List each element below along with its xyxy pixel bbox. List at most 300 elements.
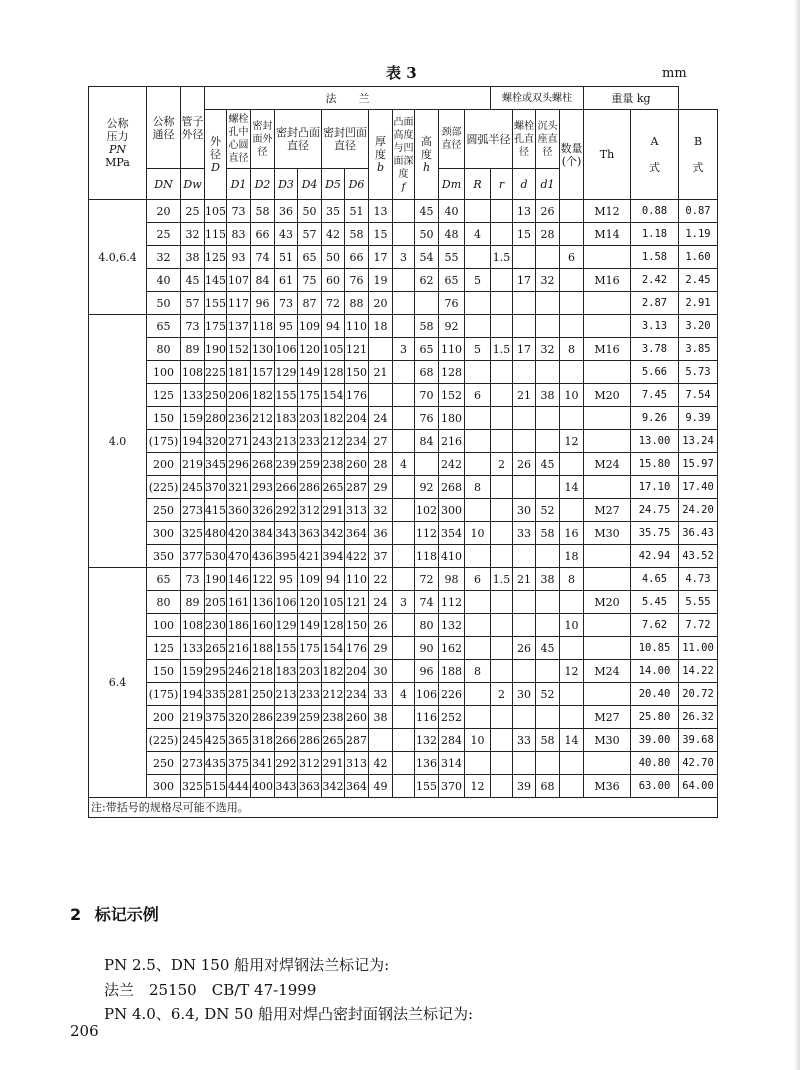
table-cell: 98	[439, 568, 465, 591]
table-cell: 318	[251, 729, 275, 752]
table-cell: 250	[147, 752, 181, 775]
table-cell: 32	[147, 246, 181, 269]
table-cell: 365	[227, 729, 251, 752]
table-cell: 5.45	[631, 591, 679, 614]
table-cell: 395	[275, 545, 298, 568]
table-cell: 20.72	[679, 683, 718, 706]
table-cell: 265	[205, 637, 227, 660]
table-cell	[491, 499, 513, 522]
table-cell	[584, 407, 631, 430]
table-cell: 321	[227, 476, 251, 499]
table-cell: 84	[251, 269, 275, 292]
header-thickness: 厚 度 b	[369, 110, 393, 200]
table-cell: 42.94	[631, 545, 679, 568]
table-cell: 325	[181, 775, 205, 798]
table-cell: 370	[439, 775, 465, 798]
table-cell	[513, 430, 536, 453]
table-row	[89, 476, 718, 499]
table-cell: 112	[439, 591, 465, 614]
table-cell	[560, 706, 584, 729]
table-cell: 3	[393, 338, 415, 361]
table-cell: 26	[369, 614, 393, 637]
table-cell	[393, 200, 415, 223]
table-cell: 354	[439, 522, 465, 545]
table-cell: 28	[369, 453, 393, 476]
table-cell: 26	[513, 453, 536, 476]
table-cell: 146	[227, 568, 251, 591]
table-cell: 10.85	[631, 637, 679, 660]
table-cell: 108	[181, 614, 205, 637]
table-cell: 88	[345, 292, 369, 315]
table-cell: 13.24	[679, 430, 718, 453]
header-R-symbol: R	[465, 169, 491, 200]
table-row	[89, 338, 718, 361]
table-cell: 515	[205, 775, 227, 798]
flange-table	[88, 86, 718, 818]
table-cell: 5.73	[679, 361, 718, 384]
table-cell: 364	[345, 775, 369, 798]
table-cell: 48	[439, 223, 465, 246]
table-row	[89, 545, 718, 568]
table-cell: M27	[584, 499, 631, 522]
table-cell: (175)	[147, 430, 181, 453]
table-cell: 30	[369, 660, 393, 683]
table-body	[89, 200, 718, 798]
table-cell: 435	[205, 752, 227, 775]
table-cell: 155	[275, 637, 298, 660]
table-cell: 45	[536, 637, 560, 660]
table-cell: 42.70	[679, 752, 718, 775]
table-cell: 183	[275, 407, 298, 430]
table-cell: 1.19	[679, 223, 718, 246]
table-cell	[560, 361, 584, 384]
table-cell: 203	[298, 660, 322, 683]
table-cell: 30	[513, 499, 536, 522]
table-cell: 58	[536, 522, 560, 545]
table-cell	[465, 453, 491, 476]
table-cell	[536, 752, 560, 775]
table-cell	[536, 476, 560, 499]
table-cell: 291	[322, 752, 345, 775]
table-cell: 2.42	[631, 269, 679, 292]
table-cell: 70	[415, 384, 439, 407]
table-cell	[491, 545, 513, 568]
table-cell	[393, 729, 415, 752]
table-cell: 300	[147, 775, 181, 798]
table-cell: 176	[345, 637, 369, 660]
table-cell	[393, 706, 415, 729]
table-cell: 363	[298, 775, 322, 798]
table-cell: 234	[345, 683, 369, 706]
table-cell	[491, 614, 513, 637]
table-cell: 242	[439, 453, 465, 476]
table-cell: 128	[322, 614, 345, 637]
table-cell: 260	[345, 706, 369, 729]
table-cell: 9.26	[631, 407, 679, 430]
table-cell	[491, 269, 513, 292]
table-cell: 74	[251, 246, 275, 269]
header-dn: 公称 通径	[147, 87, 181, 169]
table-cell: 50	[147, 292, 181, 315]
table-cell	[393, 522, 415, 545]
table-row	[89, 568, 718, 591]
table-cell: 125	[147, 384, 181, 407]
table-cell: 68	[415, 361, 439, 384]
pressure-cell: 4.0,6.4	[89, 200, 147, 315]
table-cell: 363	[298, 522, 322, 545]
table-row	[89, 499, 718, 522]
header-pipe: 管子 外径	[181, 87, 205, 169]
table-cell: 120	[298, 591, 322, 614]
table-cell: 236	[227, 407, 251, 430]
table-cell: 243	[251, 430, 275, 453]
header-d6-symbol: D6	[345, 169, 369, 200]
paragraph-3: PN 4.0、6.4, DN 50 船用对焊凸密封面钢法兰标记为:	[104, 1005, 474, 1023]
table-cell: 293	[251, 476, 275, 499]
table-cell	[369, 384, 393, 407]
table-cell: 96	[251, 292, 275, 315]
table-cell: 14.00	[631, 660, 679, 683]
table-cell: 37	[369, 545, 393, 568]
table-cell: 313	[345, 752, 369, 775]
table-cell: 250	[147, 499, 181, 522]
table-cell	[560, 407, 584, 430]
table-cell: 233	[298, 430, 322, 453]
table-cell: 182	[322, 407, 345, 430]
table-cell: 2.45	[679, 269, 718, 292]
table-cell: 17.40	[679, 476, 718, 499]
table-cell: 39.68	[679, 729, 718, 752]
table-cell	[393, 407, 415, 430]
table-cell: 93	[227, 246, 251, 269]
table-cell	[560, 637, 584, 660]
table-cell: 13.00	[631, 430, 679, 453]
table-cell: 21	[369, 361, 393, 384]
table-cell: 7.72	[679, 614, 718, 637]
table-cell: 271	[227, 430, 251, 453]
table-cell: 66	[251, 223, 275, 246]
table-cell: 314	[439, 752, 465, 775]
table-cell: 213	[275, 683, 298, 706]
table-cell: 109	[298, 568, 322, 591]
table-cell: 320	[227, 706, 251, 729]
table-cell: 4.73	[679, 568, 718, 591]
table-cell: 149	[298, 614, 322, 637]
table-cell	[584, 545, 631, 568]
table-cell: 325	[181, 522, 205, 545]
table-cell: 24.75	[631, 499, 679, 522]
table-cell	[560, 453, 584, 476]
table-cell: 26	[536, 200, 560, 223]
table-cell	[584, 361, 631, 384]
table-cell: 35.75	[631, 522, 679, 545]
table-caption: 表 3	[386, 64, 417, 82]
table-cell: 335	[205, 683, 227, 706]
table-row	[89, 522, 718, 545]
table-cell	[584, 752, 631, 775]
table-cell: 425	[205, 729, 227, 752]
table-cell	[513, 315, 536, 338]
table-row	[89, 453, 718, 476]
table-cell: 33	[513, 522, 536, 545]
table-cell	[491, 637, 513, 660]
table-cell	[491, 292, 513, 315]
table-cell	[513, 407, 536, 430]
table-cell: 73	[227, 200, 251, 223]
table-cell: 245	[181, 729, 205, 752]
table-cell	[560, 499, 584, 522]
table-cell: 6	[560, 246, 584, 269]
table-cell: 22	[369, 568, 393, 591]
table-row	[89, 729, 718, 752]
table-cell: 12	[560, 660, 584, 683]
table-cell: 13	[369, 200, 393, 223]
table-cell: 162	[439, 637, 465, 660]
table-cell: 106	[275, 591, 298, 614]
table-cell: 375	[227, 752, 251, 775]
table-cell: 109	[298, 315, 322, 338]
table-cell	[491, 752, 513, 775]
table-cell: 1.18	[631, 223, 679, 246]
table-cell: 84	[415, 430, 439, 453]
table-cell: (225)	[147, 476, 181, 499]
table-cell: 33	[369, 683, 393, 706]
table-cell: 273	[181, 752, 205, 775]
table-cell: 20.40	[631, 683, 679, 706]
table-cell: 281	[227, 683, 251, 706]
table-cell: 234	[345, 430, 369, 453]
table-cell: 160	[251, 614, 275, 637]
table-cell	[536, 614, 560, 637]
table-cell: 342	[322, 522, 345, 545]
table-cell: 102	[415, 499, 439, 522]
table-cell: 120	[298, 338, 322, 361]
table-cell: 87	[298, 292, 322, 315]
table-cell: M20	[584, 591, 631, 614]
table-cell: 51	[275, 246, 298, 269]
table-cell: 287	[345, 729, 369, 752]
table-cell: 20	[369, 292, 393, 315]
table-cell: 95	[275, 315, 298, 338]
table-cell: 159	[181, 660, 205, 683]
table-cell: 32	[181, 223, 205, 246]
table-cell: 73	[181, 315, 205, 338]
table-cell	[560, 223, 584, 246]
table-cell: 6	[465, 568, 491, 591]
table-cell	[465, 499, 491, 522]
table-cell: 161	[227, 591, 251, 614]
table-cell: 136	[251, 591, 275, 614]
table-cell: M12	[584, 200, 631, 223]
table-cell: M16	[584, 338, 631, 361]
table-cell: 63.00	[631, 775, 679, 798]
table-cell	[415, 292, 439, 315]
table-row	[89, 775, 718, 798]
table-cell	[536, 407, 560, 430]
table-cell: 106	[415, 683, 439, 706]
table-cell: 50	[298, 200, 322, 223]
table-cell: 212	[322, 430, 345, 453]
table-cell	[393, 223, 415, 246]
table-cell: 29	[369, 476, 393, 499]
table-cell	[491, 476, 513, 499]
table-cell	[491, 384, 513, 407]
table-cell: 26.32	[679, 706, 718, 729]
table-cell: M16	[584, 269, 631, 292]
paragraph-2: 法兰 25150 CB/T 47-1999	[104, 981, 317, 999]
table-cell	[491, 315, 513, 338]
table-row	[89, 269, 718, 292]
table-cell: 68	[536, 775, 560, 798]
table-cell: 239	[275, 706, 298, 729]
table-cell: 265	[322, 729, 345, 752]
table-row	[89, 407, 718, 430]
table-cell: 530	[205, 545, 227, 568]
table-cell	[491, 729, 513, 752]
table-cell: 4	[393, 683, 415, 706]
header-hole-diameter: 螺栓孔直径	[513, 110, 536, 169]
table-cell: 216	[227, 637, 251, 660]
table-cell	[491, 660, 513, 683]
table-cell	[584, 430, 631, 453]
table-cell: M27	[584, 706, 631, 729]
table-cell: 24	[369, 591, 393, 614]
table-cell: 106	[275, 338, 298, 361]
table-cell: M36	[584, 775, 631, 798]
table-cell	[491, 361, 513, 384]
table-cell: 92	[415, 476, 439, 499]
table-cell: 94	[322, 315, 345, 338]
header-d3-symbol: D3	[275, 169, 298, 200]
section-title: 标记示例	[94, 905, 159, 924]
table-cell: 268	[439, 476, 465, 499]
table-cell: 43.52	[679, 545, 718, 568]
table-cell: 11.00	[679, 637, 718, 660]
header-neck-diameter: 颈部直径	[439, 110, 465, 169]
table-cell: 364	[345, 522, 369, 545]
table-cell: 92	[439, 315, 465, 338]
table-cell: 150	[345, 361, 369, 384]
table-cell: 54	[415, 246, 439, 269]
table-cell	[393, 568, 415, 591]
table-cell: 286	[251, 706, 275, 729]
table-cell: 360	[227, 499, 251, 522]
table-cell: 145	[205, 269, 227, 292]
table-cell: 45	[181, 269, 205, 292]
table-cell: 57	[181, 292, 205, 315]
table-cell	[584, 683, 631, 706]
table-cell: 80	[147, 591, 181, 614]
header-outer-diameter: 外 径 D	[205, 110, 227, 200]
table-cell: 117	[227, 292, 251, 315]
table-cell	[465, 246, 491, 269]
table-cell: 225	[205, 361, 227, 384]
table-cell: 12	[465, 775, 491, 798]
table-cell: 24	[369, 407, 393, 430]
table-cell: 350	[147, 545, 181, 568]
table-cell: 130	[251, 338, 275, 361]
table-cell: 420	[227, 522, 251, 545]
table-cell: 300	[439, 499, 465, 522]
table-cell: 17	[513, 338, 536, 361]
table-cell: 159	[181, 407, 205, 430]
table-cell: 239	[275, 453, 298, 476]
header-flange-group: 法 兰	[205, 87, 491, 110]
table-cell: 155	[415, 775, 439, 798]
table-cell: 10	[560, 614, 584, 637]
table-cell: 259	[298, 706, 322, 729]
header-dw-symbol: Dw	[181, 169, 205, 200]
table-cell	[536, 315, 560, 338]
table-row	[89, 660, 718, 683]
table-cell	[465, 683, 491, 706]
table-cell	[465, 637, 491, 660]
table-cell: 190	[205, 338, 227, 361]
table-cell: 259	[298, 453, 322, 476]
table-cell: 24.20	[679, 499, 718, 522]
table-cell	[465, 292, 491, 315]
table-cell: 121	[345, 591, 369, 614]
table-cell: 3	[393, 591, 415, 614]
table-cell: 206	[227, 384, 251, 407]
table-cell: 250	[251, 683, 275, 706]
table-cell: 8	[560, 338, 584, 361]
table-cell: 250	[205, 384, 227, 407]
pressure-cell: 6.4	[89, 568, 147, 798]
table-cell: 21	[513, 568, 536, 591]
table-cell: 204	[345, 660, 369, 683]
table-cell: 157	[251, 361, 275, 384]
table-cell: 292	[275, 499, 298, 522]
table-cell: 444	[227, 775, 251, 798]
table-cell: 100	[147, 361, 181, 384]
table-cell	[560, 752, 584, 775]
table-cell	[393, 315, 415, 338]
table-cell: 186	[227, 614, 251, 637]
table-cell: 286	[298, 476, 322, 499]
table-cell: 14	[560, 729, 584, 752]
table-cell: 0.88	[631, 200, 679, 223]
table-cell: 2	[491, 683, 513, 706]
table-cell: 410	[439, 545, 465, 568]
table-cell: 415	[205, 499, 227, 522]
table-cell	[491, 430, 513, 453]
table-cell: 8	[560, 568, 584, 591]
table-cell: 20	[147, 200, 181, 223]
table-cell: 118	[251, 315, 275, 338]
table-cell: 5	[465, 269, 491, 292]
table-cell: 40	[147, 269, 181, 292]
table-cell: 115	[205, 223, 227, 246]
header-recess-face: 密封凹面直径	[322, 110, 369, 169]
table-cell: 129	[275, 361, 298, 384]
table-cell: 133	[181, 384, 205, 407]
table-cell: 39.00	[631, 729, 679, 752]
table-cell: 8	[465, 660, 491, 683]
table-cell: 18	[560, 545, 584, 568]
table-cell	[584, 568, 631, 591]
table-cell: 38	[369, 706, 393, 729]
header-bolt-group: 螺栓或双头螺柱	[491, 87, 584, 110]
table-cell: 4	[393, 453, 415, 476]
table-cell: 266	[275, 729, 298, 752]
header-d1-counter-symbol: d1	[536, 169, 560, 200]
table-cell: 394	[322, 545, 345, 568]
table-cell: 18	[369, 315, 393, 338]
table-cell	[536, 545, 560, 568]
table-cell: 50	[322, 246, 345, 269]
table-cell: 137	[227, 315, 251, 338]
